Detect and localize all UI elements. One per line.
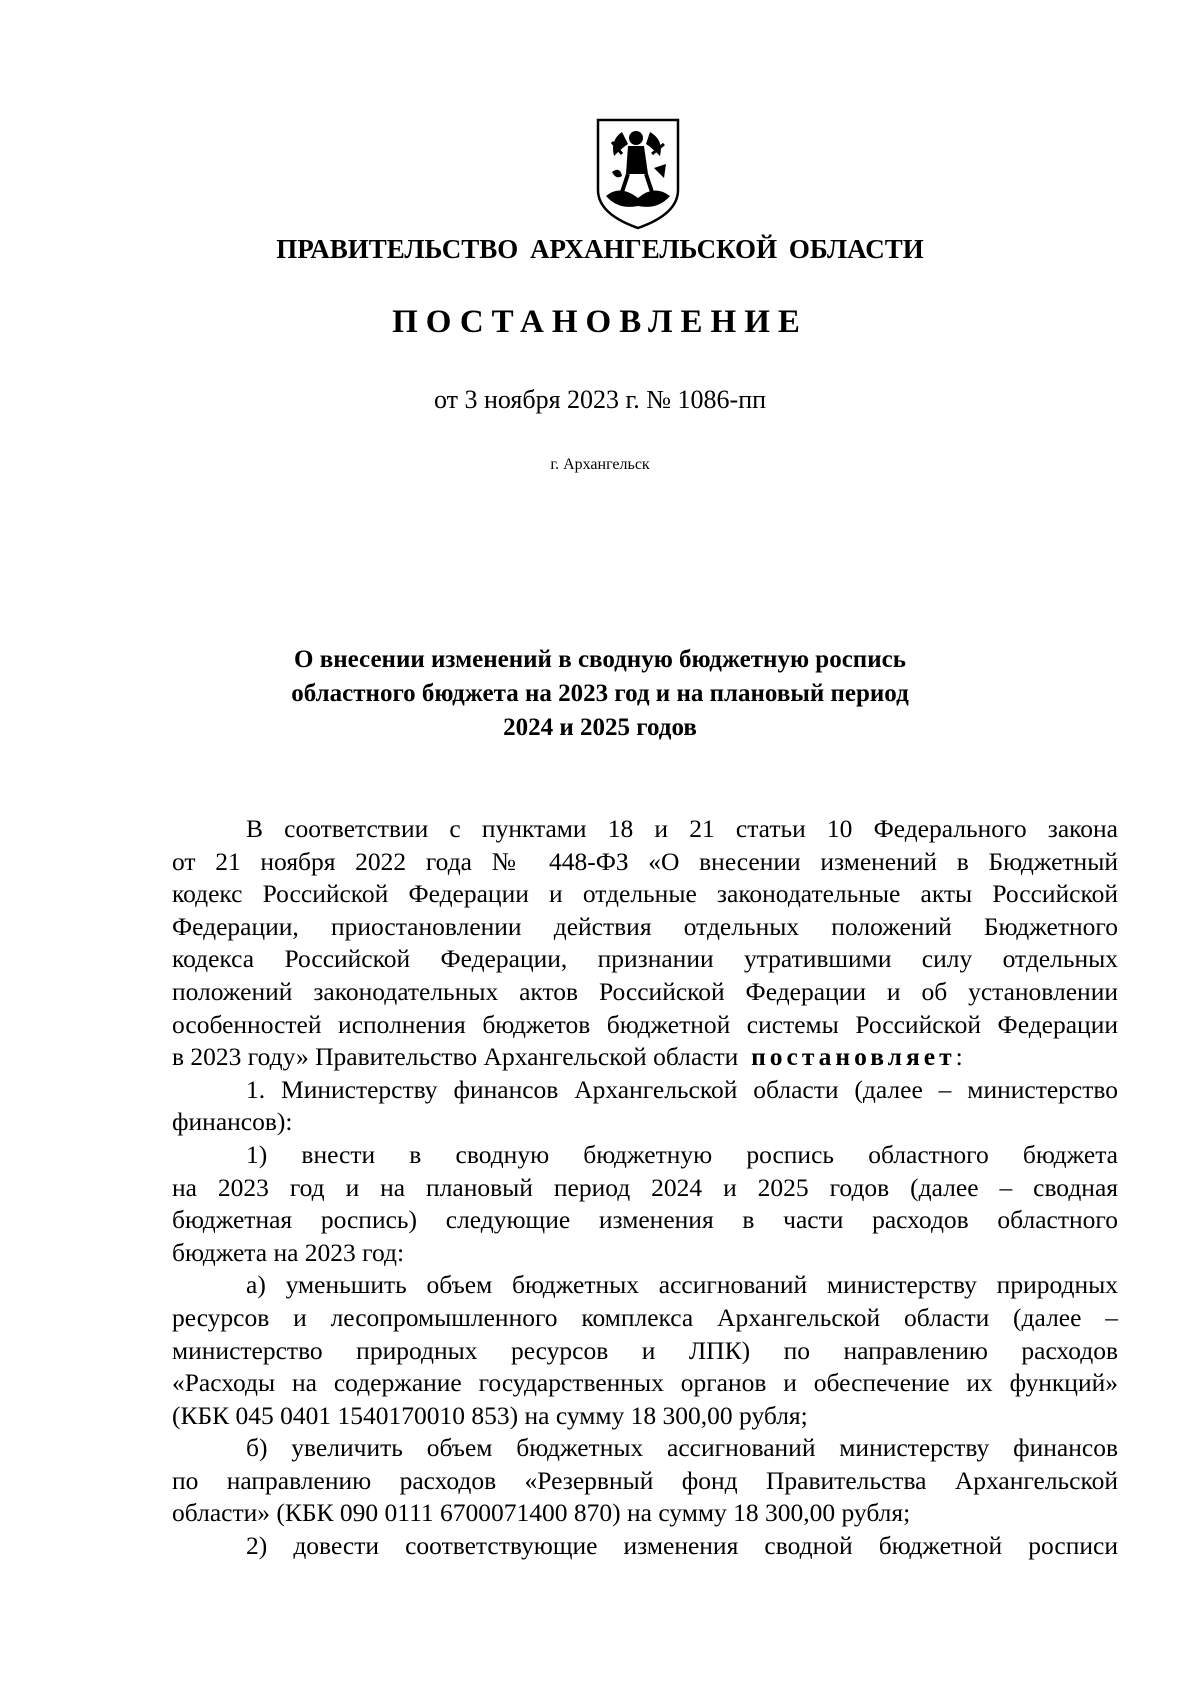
body-line: на 2023 год и на плановый период 2024 и 2025 годов (далее – сводная: [172, 1172, 1118, 1202]
body-line: положений законодательных актов Российской Федерации и об установлении: [172, 976, 1118, 1006]
document-city: г. Архангельск: [550, 456, 650, 473]
coat-of-arms-icon: [592, 114, 684, 232]
document-date-number: от 3 ноября 2023 г. № 1086-пп: [433, 385, 767, 414]
body-line-resolves: [172, 1041, 1118, 1074]
body-line: 1) внести в сводную бюджетную роспись областного бюджета: [246, 1139, 1118, 1169]
resolves-colon: :: [955, 1042, 963, 1072]
body-line: области» (КБК 090 0111 6700071400 870) на сумму 18 300,00 рубля;: [172, 1498, 911, 1528]
body-line: по направлению расходов «Резервный фонд Правительства Архангельской: [172, 1465, 1118, 1495]
subject-line: 2024 и 2025 годов: [503, 714, 697, 741]
subject-line: О внесении изменений в сводную бюджетную роспись: [294, 646, 906, 673]
document-subject: [0, 643, 1200, 745]
body-line: В соответствии с пунктами 18 и 21 статьи 10 Федерального закона: [246, 814, 1118, 843]
body-line: бюджета на 2023 год:: [172, 1237, 405, 1267]
body-line: «Расходы на содержание государственных органов и обеспечение их функций»: [172, 1368, 1118, 1398]
body-line: б) увеличить объем бюджетных ассигнований министерству финансов: [246, 1433, 1118, 1463]
body-line-text: в 2023 году» Правительство Архангельской области: [172, 1042, 739, 1072]
document-type: ПОСТАНОВЛЕНИЕ: [392, 304, 808, 340]
government-title: ПРАВИТЕЛЬСТВО АРХАНГЕЛЬСКОЙ ОБЛАСТИ: [276, 234, 924, 264]
body-line: 1. Министерству финансов Архангельской области (далее – министерство: [246, 1074, 1118, 1104]
body-line: финансов):: [172, 1107, 293, 1137]
body-line: Федерации, приостановлении действия отдельных положений Бюджетного: [172, 911, 1118, 941]
body-line: министерство природных ресурсов и ЛПК) по направлению расходов: [172, 1335, 1118, 1365]
body-line: бюджетная роспись) следующие изменения в части расходов областного: [172, 1205, 1118, 1235]
body-line: а) уменьшить объем бюджетных ассигнований министерству природных: [246, 1270, 1118, 1300]
body-line: кодекс Российской Федерации и отдельные законодательные акты Российской: [172, 879, 1118, 909]
body-line: ресурсов и лесопромышленного комплекса Архангельской области (далее –: [172, 1302, 1118, 1332]
document-body: [172, 813, 1118, 1563]
subject-line: областного бюджета на 2023 год и на плановый период: [291, 680, 909, 707]
body-line: 2) довести соответствующие изменения сводной бюджетной росписи: [246, 1531, 1118, 1561]
body-line: кодекса Российской Федерации, признании утратившими силу отдельных: [172, 944, 1118, 974]
body-line: от 21 ноября 2022 года № 448-ФЗ «О внесении изменений в Бюджетный: [172, 846, 1118, 876]
resolves-word: постановляет: [751, 1042, 956, 1072]
body-line: (КБК 045 0401 1540170010 853) на сумму 18 300,00 рубля;: [172, 1400, 808, 1430]
body-line: особенностей исполнения бюджетов бюджетной системы Российской Федерации: [172, 1009, 1118, 1039]
